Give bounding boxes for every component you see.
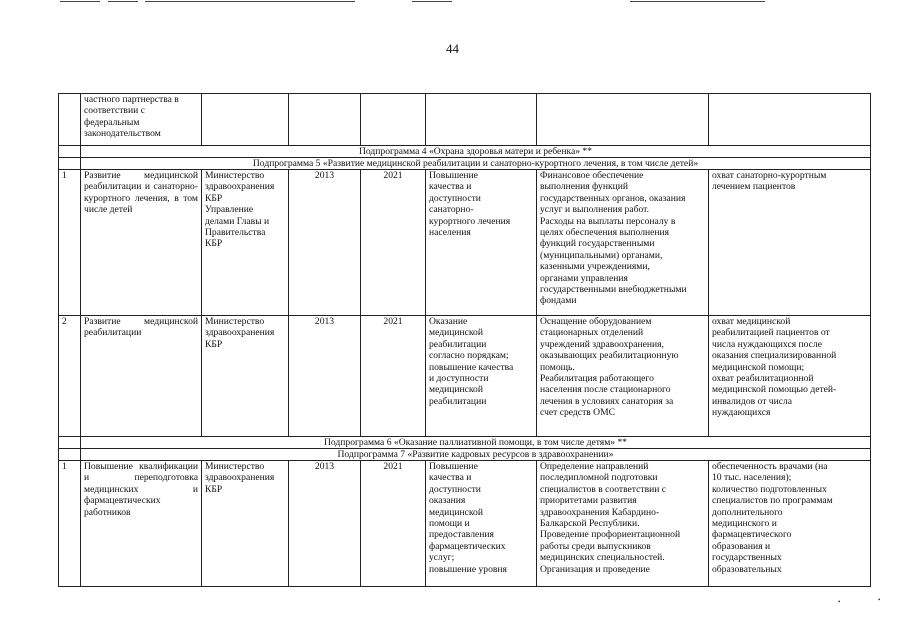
cell-start: 2013: [289, 461, 361, 587]
cell-end: [361, 94, 426, 146]
cell-end: 2021: [361, 461, 426, 587]
cell-measure: Повышение квалификации и переподготовка медицинских и фармацевтических работников: [81, 461, 202, 587]
cell-executor: Министерство здравоохранения КБР Управление делами Главы и Правительства КБР: [202, 170, 289, 316]
cell-indicators: охват медицинской реабилитацией пациентов от числа нуждающихся после оказания специализированной медицинской помощи; охват реабилитационной медицинской помощью детей- инвалидов от числа нуждающихся: [709, 316, 871, 437]
subprogram-row: [59, 449, 871, 461]
cell-start: 2013: [289, 170, 361, 316]
cell-result: Оказание медицинской реабилитации согласно порядкам; повышение качества и доступности медицинской реабилитации: [426, 316, 537, 437]
program-measures-table: [58, 93, 871, 587]
cell-executor: Министерство здравоохранения КБР: [202, 461, 289, 587]
cell-end: 2021: [361, 316, 426, 437]
cell-measure: Развитие медицинской реабилитации и санаторно-курортного лечения, в том числе детей: [81, 170, 202, 316]
table-row: [59, 170, 871, 316]
subprogram-row: [59, 146, 871, 158]
cell-indicators: охват санаторно-курортным лечением пациентов: [709, 170, 871, 316]
cell-executor: [202, 94, 289, 146]
table-row: [59, 461, 871, 587]
cell-num: 1: [59, 461, 81, 587]
cell-num: [59, 94, 81, 146]
cell-result: Повышение качества и доступности оказания медицинской помощи и предоставления фармацевтических услуг; повышение уровня: [426, 461, 537, 587]
cell-directions: Финансовое обеспечение выполнения функций государственных органов, оказания услуг и выполнения работ. Расходы на выплаты персоналу в целях обеспечения выполнения функций государственными (муниципальными) органами, казенными учреждениями, органами управления государственными внебюджетными фондами: [537, 170, 709, 316]
cell-executor: Министерство здравоохранения КБР: [202, 316, 289, 437]
cell-result: Повышение качества и доступности санаторно- курортного лечения населения: [426, 170, 537, 316]
cell-start: 2013: [289, 316, 361, 437]
cell-num: 2: [59, 316, 81, 437]
table-row: [59, 94, 871, 146]
subprogram-5-title: Подпрограмма 5 «Развитие медицинской реабилитации и санаторно-курортного лечения, в том числе детей»: [81, 158, 871, 170]
subprogram-row: [59, 158, 871, 170]
table-row: [59, 316, 871, 437]
subprogram-row: [59, 437, 871, 449]
cell-indicators: обеспеченность врачами (на 10 тыс. населения); количество подготовленных специалистов по программам дополнительного медицинского и фармацевтического образования и государственных образовательных: [709, 461, 871, 587]
cell-directions: Оснащение оборудованием стационарных отделений учреждений здравоохранения, оказывающих реабилитационную помощь. Реабилитация работающего населения после стационарного лечения в условиях санатория за счет средств ОМС: [537, 316, 709, 437]
cell-measure: Развитие медицинской реабилитации: [81, 316, 202, 437]
cell-end: 2021: [361, 170, 426, 316]
subprogram-7-title: Подпрограмма 7 «Развитие кадровых ресурсов в здравоохранении»: [81, 449, 871, 461]
cell-directions: [537, 94, 709, 146]
subprogram-6-title: Подпрограмма 6 «Оказание паллиативной помощи, в том числе детям» **: [81, 437, 871, 449]
cell-num: 1: [59, 170, 81, 316]
subprogram-4-title: Подпрограмма 4 «Охрана здоровья матери и ребенка» **: [81, 146, 871, 158]
cell-directions: Определение направлений последипломной подготовки специалистов в соответствии с приоритетами развития здравоохранения Кабардино- Балкарской Республики. Проведение профориентационной работы среди выпускников медицинских специальностей. Организация и проведение: [537, 461, 709, 587]
cell-result: [426, 94, 537, 146]
cell-indicators: [709, 94, 871, 146]
cell-start: [289, 94, 361, 146]
top-scan-marks: [0, 0, 905, 6]
cell-measure: частного партнерства в соответствии с федеральным законодательством: [81, 94, 202, 146]
page-number: 44: [446, 41, 459, 56]
